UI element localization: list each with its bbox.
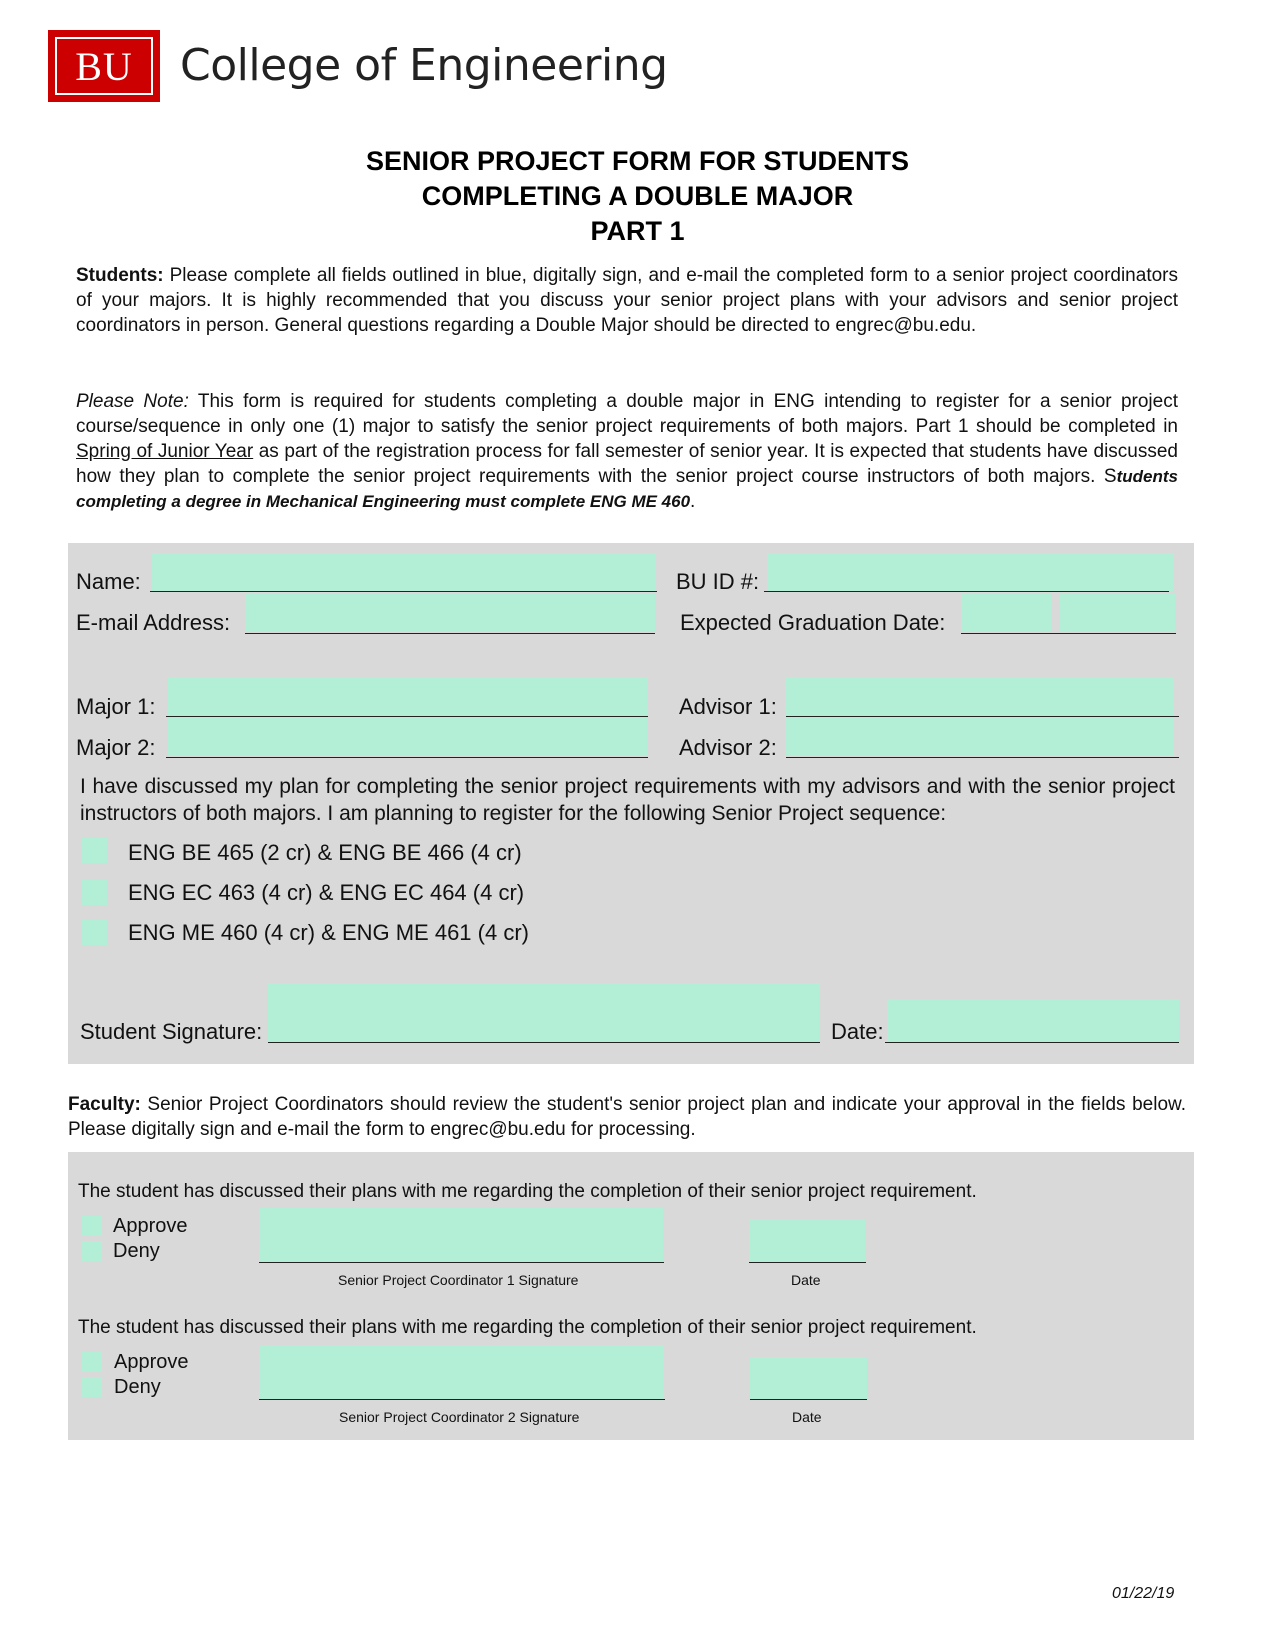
coord2-date-underline [750,1399,867,1400]
major1-label: Major 1: [76,694,156,719]
student-date-input[interactable] [887,999,1179,1042]
major1-input[interactable] [168,677,648,715]
graduation-month-input[interactable] [961,594,1051,632]
coord2-date-caption: Date [792,1409,822,1425]
buid-input[interactable] [767,553,1174,591]
coord2-approve-checkbox[interactable] [82,1352,102,1372]
major2-underline [166,757,648,758]
note-bold-italic: tudents completing a degree in Mechanical Engineering must complete ENG ME 460 [76,467,1178,511]
coord1-discussed-text: The student has discussed their plans with me regarding the completion of their senior project requirement. [78,1181,977,1202]
student-signature-underline [268,1042,820,1043]
option-ec-label: ENG EC 463 (4 cr) & ENG EC 464 (4 cr) [128,880,525,905]
faculty-label: Faculty: [68,1094,141,1115]
graduation-underline [961,633,1176,634]
advisor2-label: Advisor 2: [679,735,777,760]
major1-underline [166,716,648,717]
name-input[interactable] [152,553,656,591]
advisor1-underline [786,716,1179,717]
email-label: E-mail Address: [76,610,231,635]
student-date-underline [885,1042,1179,1043]
coord2-signature-caption: Senior Project Coordinator 2 Signature [339,1409,580,1425]
coord2-approve-label: Approve [114,1351,189,1373]
coord1-date-underline [749,1262,866,1263]
option-be-checkbox[interactable] [82,838,107,863]
college-name: College of Engineering [180,40,668,91]
advisor1-input[interactable] [785,677,1174,715]
coord2-signature-input[interactable] [259,1345,664,1399]
advisor2-input[interactable] [785,718,1174,756]
student-date-label: Date: [831,1019,884,1044]
coord1-date-input[interactable] [749,1219,865,1262]
coord1-deny-label: Deny [113,1240,160,1262]
student-signature-label: Student Signature: [80,1019,263,1044]
option-me-label: ENG ME 460 (4 cr) & ENG ME 461 (4 cr) [128,920,529,945]
note-end: . [690,491,696,512]
title-line-1: SENIOR PROJECT FORM FOR STUDENTS [365,146,910,176]
coord2-date-input[interactable] [750,1357,867,1399]
students-instructions [76,263,1178,338]
coord2-signature-underline [259,1399,665,1400]
coord1-signature-caption: Senior Project Coordinator 1 Signature [338,1272,579,1288]
coord1-deny-checkbox[interactable] [82,1241,102,1261]
coord1-approve-checkbox[interactable] [82,1216,102,1236]
students-label: Students: [76,265,164,286]
graduation-date-label: Expected Graduation Date: [680,610,946,635]
email-input[interactable] [245,594,655,632]
coord2-deny-label: Deny [114,1376,161,1398]
name-underline [150,591,657,592]
buid-label: BU ID #: [676,569,760,594]
email-underline [245,633,655,634]
students-text: Please complete all fields outlined in blue, digitally sign, and e-mail the completed form to a senior project coordinators of your majors. It is highly recommended that you discuss your senior project plans with your advisors and senior project coordinators in person. General questions regarding a Double Major should be directed to engrec@bu.edu. [76,265,1178,336]
note-text-2: as part of the registration process for fall semester of senior year. It is expected that students have discussed how they plan to complete the senior project requirements with the senior project course instructors of both majors. S [76,441,1178,487]
graduation-year-input[interactable] [1060,594,1175,632]
coord1-signature-input[interactable] [259,1208,663,1262]
please-note [76,389,1178,514]
note-underlined: Spring of Junior Year [76,441,254,462]
coord2-discussed-text: The student has discussed their plans with me regarding the completion of their senior project requirement. [78,1317,977,1338]
title-line-3: PART 1 [590,216,685,246]
faculty-instructions [68,1092,1186,1142]
option-ec-checkbox[interactable] [82,880,107,905]
bu-logo-text: BU [55,37,153,95]
buid-underline [764,591,1169,592]
coord1-signature-underline [259,1262,664,1263]
note-label: Please Note: [76,391,189,412]
major2-label: Major 2: [76,735,156,760]
form-revision-date: 01/22/19 [1112,1585,1175,1602]
advisor1-label: Advisor 1: [679,694,777,719]
name-label: Name: [76,569,141,594]
bu-logo [48,30,160,102]
student-signature-input[interactable] [268,983,820,1042]
option-me-checkbox[interactable] [82,920,107,945]
note-text-1: This form is required for students completing a double major in ENG intending to register for a senior project course/sequence in only one (1) major to satisfy the senior project requirements of both majors. Part 1 should be completed in [76,391,1178,437]
advisor2-underline [786,757,1179,758]
faculty-text: Senior Project Coordinators should review the student's senior project plan and indicate your approval in the fields below. Please digitally sign and e-mail the form to engrec@bu.edu for processing. [68,1094,1186,1140]
title-line-2: COMPLETING A DOUBLE MAJOR [421,181,854,211]
discussed-statement: I have discussed my plan for completing the senior project requirements with my advisors and with the senior project instructors of both majors. I am planning to register for the following Senior Project sequence: [80,775,1175,825]
coord1-approve-label: Approve [113,1215,188,1237]
coord2-deny-checkbox[interactable] [82,1377,102,1397]
major2-input[interactable] [168,718,648,756]
option-be-label: ENG BE 465 (2 cr) & ENG BE 466 (4 cr) [128,840,522,865]
coord1-date-caption: Date [791,1272,821,1288]
